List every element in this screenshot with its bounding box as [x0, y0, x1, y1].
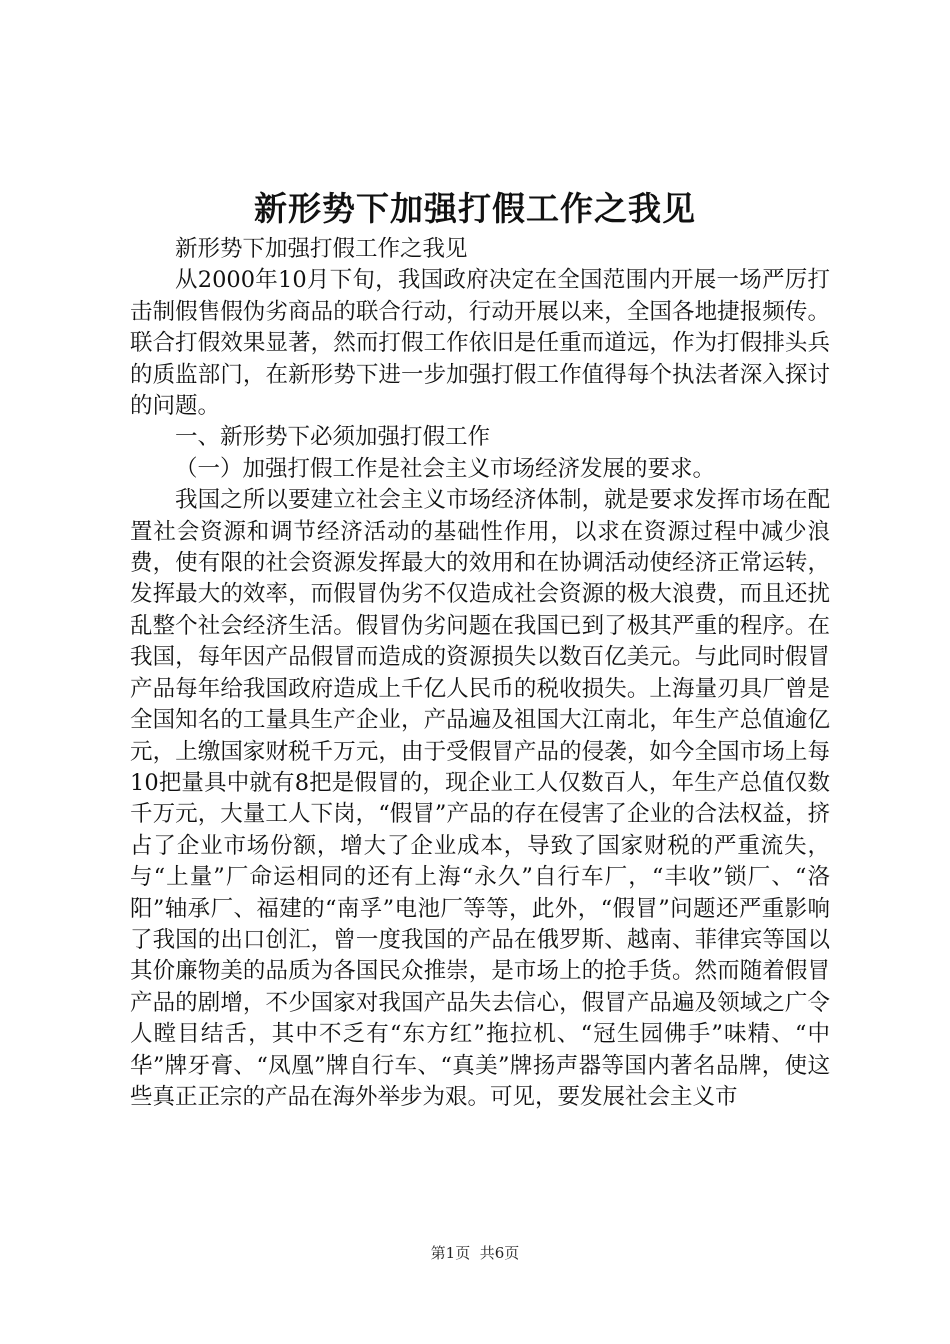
section-heading: 一、新形势下必须加强打假工作 [175, 424, 491, 451]
page-title: 新形势下加强打假工作之我见 [254, 189, 696, 228]
intro-paragraph: 从2000年10月下旬，我国政府决定在全国范围内开展一场严厉打击制假售假伪劣商品的联合行动，行动开展以来，全国各地捷报频传。联合打假效果显著，然而打假工作依旧是任重而道远，作为打假排头兵的质监部门，在新形势下进一步加强打假工作值得每个执法者深入探讨的问题。 [130, 267, 830, 420]
page-footer [0, 1241, 950, 1265]
document-body [130, 234, 830, 1113]
subsection-heading: （一）加强打假工作是社会主义市场经济发展的要求。 [175, 455, 716, 482]
page-total: 共6页 [479, 1244, 520, 1262]
subtitle-paragraph: 新形势下加强打假工作之我见 [175, 236, 468, 262]
body-paragraph: 我国之所以要建立社会主义市场经济体制，就是要求发挥市场在配置社会资源和调节经济活动的基础性作用，以求在资源过程中减少浪费，使有限的社会资源发挥最大的效用和在协调活动使经济正常运转，发挥最大的效率，而假冒伪劣不仅造成社会资源的极大浪费，而且还扰乱整个社会经济生活。假冒伪劣问题在我国已到了极其严重的程序。在我国，每年因产品假冒而造成的资源损失以数百亿美元。与此同时假冒产品每年给我国政府造成上千亿人民币的税收损失。上海量刃具厂曾是全国知名的工量具生产企业，产品遍及祖国大江南北，年生产总值逾亿元，上缴国家财税千万元，由于受假冒产品的侵袭，如今全国市场上每10把量具中就有8把是假冒的，现企业工人仅数百人，年生产总值仅数千万元，大量工人下岗，“假冒”产品的存在侵害了企业的合法权益，挤占了企业市场份额，增大了企业成本，导致了国家财税的严重流失，与“上量”厂命运相同的还有上海“永久”自行车厂，“丰收”锁厂、“洛阳”轴承厂、福建的“南孚”电池厂等等，此外，“假冒”问题还严重影响了我国的出口创汇，曾一度我国的产品在俄罗斯、越南、菲律宾等国以其价廉物美的品质为各国民众推崇，是市场上的抢手货。然而随着假冒产品的剧增，不少国家对我国产品失去信心，假冒产品遍及领域之广令人瞠目结舌，其中不乏有“东方红”拖拉机、“冠生园佛手”味精、“中华”牌牙膏、“凤凰”牌自行车、“真美”牌扬声器等国内著名品牌，使这些真正正宗的产品在海外举步为艰。可见，要发展社会主义市 [130, 487, 830, 1110]
page-number: 第1页 [430, 1244, 471, 1262]
